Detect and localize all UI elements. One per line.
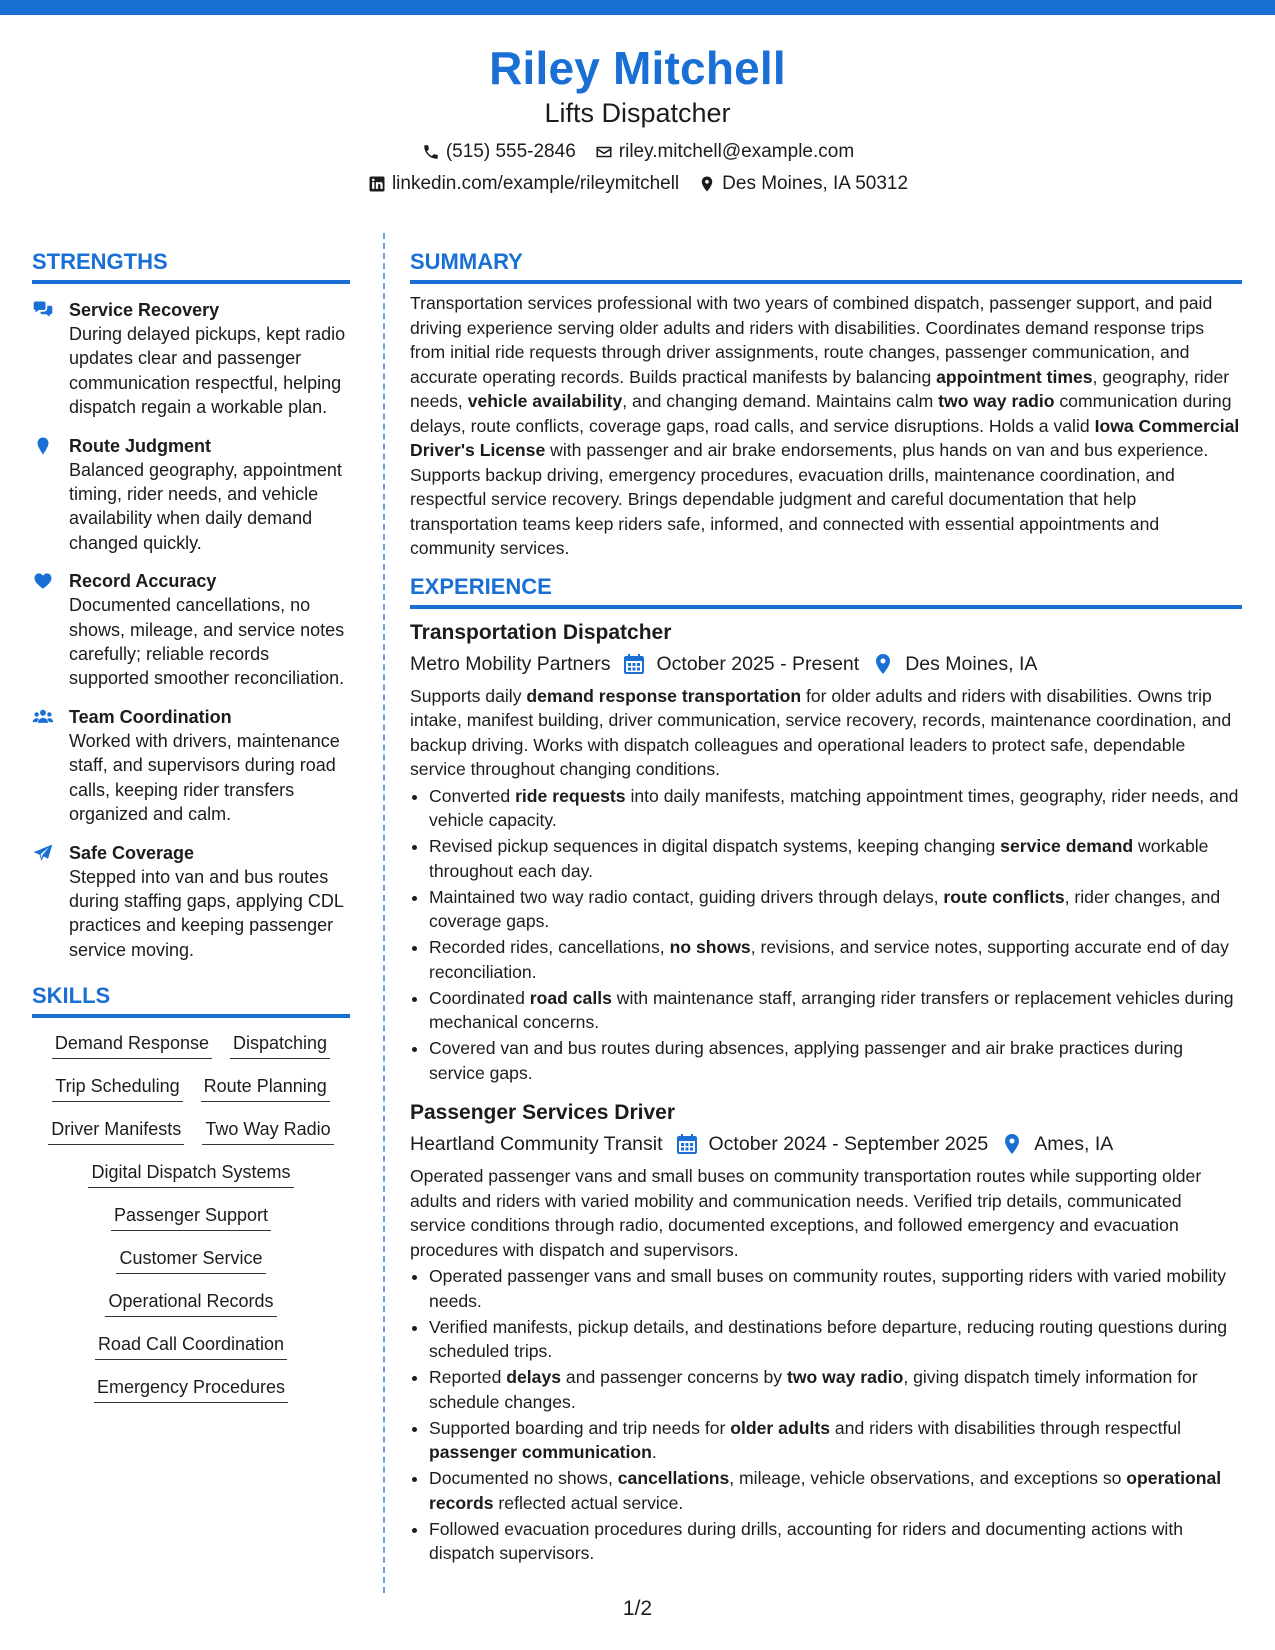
skill-tag: Demand Response	[52, 1030, 212, 1059]
candidate-title: Lifts Dispatcher	[544, 98, 731, 128]
job-description: Operated passenger vans and small buses on community transportation routes while supporting older adults and riders with varied mobility and communication needs. Verified trip details, communicated service conditions through radio, documented exceptions, and followed emergency and evacuation procedures with dispatch and supervisors.	[410, 1166, 1202, 1260]
location-text: Des Moines, IA 50312	[722, 173, 909, 194]
strength-desc: During delayed pickups, kept radio updates clear and passenger communication respectful, helping dispatch regain a workable plan.	[69, 324, 346, 418]
skill-tag-row	[32, 1331, 350, 1360]
skill-tag: Road Call Coordination	[95, 1331, 287, 1360]
email-text: riley.mitchell@example.com	[618, 141, 855, 162]
job-title: Transportation Dispatcher	[410, 620, 672, 644]
job-bullet: • Covered van and bus routes during absences, applying passenger and air brake practices during service gaps.	[429, 1036, 1242, 1085]
calendar-icon	[677, 1133, 699, 1155]
job-bullet: • Coordinated road calls with maintenance staff, arranging rider transfers or replacement vehicles during mechanical concerns.	[429, 986, 1242, 1035]
skill-tag: Operational Records	[105, 1288, 276, 1317]
map-pin-icon	[32, 434, 56, 556]
skills-list	[32, 1030, 350, 1403]
skill-tag-row	[32, 1202, 350, 1231]
skill-tag: Digital Dispatch Systems	[88, 1159, 293, 1188]
map-pin-icon	[1002, 1133, 1024, 1155]
envelope-icon	[594, 142, 614, 162]
resume-header	[0, 40, 1275, 196]
job-bullet: • Operated passenger vans and small buses on community routes, supporting riders with varied mobility needs.	[429, 1264, 1242, 1313]
job-bullet: • Converted ride requests into daily manifests, matching appointment times, geography, rider needs, and vehicle capacity.	[429, 784, 1242, 833]
summary-heading: SUMMARY	[410, 248, 1242, 284]
calendar-icon	[624, 653, 646, 675]
location-contact	[697, 172, 908, 196]
job-entry	[410, 619, 1242, 1086]
job-entry	[410, 1099, 1242, 1566]
phone-contact[interactable]	[421, 140, 576, 164]
skill-tag: Dispatching	[230, 1030, 330, 1059]
job-company: Metro Mobility Partners	[410, 652, 611, 675]
linkedin-contact[interactable]	[367, 172, 679, 196]
job-bullet: • Recorded rides, cancellations, no shows, revisions, and service notes, supporting accurate end of day reconciliation.	[429, 935, 1242, 984]
job-location: Des Moines, IA	[905, 652, 1038, 675]
linkedin-icon	[367, 174, 387, 194]
strengths-heading: STRENGTHS	[32, 248, 350, 284]
candidate-name: Riley Mitchell	[489, 42, 786, 94]
job-bullet: • Supported boarding and trip needs for older adults and riders with disabilities through respectful passenger communication.	[429, 1416, 1242, 1465]
strengths-list	[32, 298, 350, 962]
page-number: 1/2	[622, 1597, 653, 1620]
skill-tag: Driver Manifests	[48, 1116, 184, 1145]
job-bullet: • Verified manifests, pickup details, and destinations before departure, reducing routing questions during scheduled trips.	[429, 1315, 1242, 1364]
contact-row-2	[0, 172, 1275, 196]
right-column	[410, 248, 1242, 1567]
map-pin-icon	[697, 174, 717, 194]
job-bullet: • Documented no shows, cancellations, mileage, vehicle observations, and exceptions so operational records reflected actual service.	[429, 1466, 1242, 1515]
job-dates: October 2025 - Present	[656, 652, 860, 675]
experience-heading: EXPERIENCE	[410, 573, 1242, 609]
job-title: Passenger Services Driver	[410, 1101, 676, 1124]
job-meta	[410, 1130, 1242, 1158]
job-description: Supports daily demand response transportation for older adults and riders with disabilities. Owns trip intake, manifest building, driver communication, service recovery, records, maintenance coordination, and backup driving. Works with dispatch colleagues and operational leaders to protect safe, dependable service throughout changing conditions.	[410, 685, 1232, 779]
paper-plane-icon	[32, 841, 56, 963]
skill-tag-row	[32, 1374, 350, 1403]
job-bullet: • Reported delays and passenger concerns by two way radio, giving dispatch timely information for schedule changes.	[429, 1365, 1242, 1414]
contact-row-1	[0, 140, 1275, 164]
linkedin-text: linkedin.com/example/rileymitchell	[391, 173, 680, 194]
strength-desc: Documented cancellations, no shows, mileage, and service notes carefully; reliable records supported smoother reconciliation.	[69, 595, 345, 689]
skill-tag: Two Way Radio	[202, 1116, 333, 1145]
strength-title: Service Recovery	[69, 300, 220, 320]
job-bullets	[429, 1264, 1242, 1566]
job-company: Heartland Community Transit	[410, 1133, 663, 1155]
strength-title: Record Accuracy	[69, 571, 217, 592]
skill-tag-row	[32, 1288, 350, 1317]
top-accent-bar	[0, 0, 1275, 15]
chat-bubbles-icon	[32, 298, 56, 420]
email-contact[interactable]	[594, 140, 854, 164]
heart-icon	[32, 569, 56, 691]
job-bullets	[429, 784, 1242, 1086]
phone-icon	[421, 142, 441, 162]
skill-tag: Route Planning	[201, 1073, 330, 1102]
strength-desc: Worked with drivers, maintenance staff, and supervisors during road calls, keeping rider transfers organized and calm.	[69, 730, 340, 825]
strength-item	[32, 569, 350, 691]
job-meta	[410, 650, 1242, 678]
summary-text: Transportation services professional with two years of combined dispatch, passenger support, and paid driving experience serving older adults and riders with disabilities. Coordinates demand response trips from initial ride requests through driver assignments, route changes, passenger communication, and accurate operating records. Builds practical manifests by balancing appointment times, geography, rider needs, vehicle availability, and changing demand. Maintains calm two way radio communication during delays, route conflicts, coverage gaps, road calls, and service disruptions. Holds a valid Iowa Commercial Driver's License with passenger and air brake endorsements, plus hands on van and bus experience. Supports backup driving, emergency procedures, evacuation drills, maintenance coordination, and respectful service recovery. Brings dependable judgment and careful documentation that help transportation teams keep riders safe, informed, and connected with essential appointments and community services.	[410, 293, 1240, 558]
skill-tag-row	[32, 1245, 350, 1274]
strength-title: Safe Coverage	[69, 842, 195, 863]
strength-desc: Balanced geography, appointment timing, rider needs, and vehicle availability when daily demand changed quickly.	[69, 459, 342, 553]
skill-tag-row	[32, 1159, 350, 1188]
strength-item	[32, 705, 350, 827]
experience-section	[410, 573, 1242, 1566]
skills-heading: SKILLS	[32, 982, 350, 1018]
job-bullet: • Followed evacuation procedures during drills, accounting for riders and documenting actions with dispatch supervisors.	[429, 1517, 1242, 1566]
skill-tag: Emergency Procedures	[94, 1374, 288, 1403]
strength-item	[32, 434, 350, 556]
map-pin-icon	[873, 653, 895, 675]
skill-tag: Passenger Support	[111, 1202, 271, 1231]
skill-tag: Trip Scheduling	[52, 1073, 182, 1102]
job-bullet: • Revised pickup sequences in digital dispatch systems, keeping changing service demand workable throughout each day.	[429, 834, 1242, 883]
job-location: Ames, IA	[1034, 1133, 1114, 1155]
strength-desc: Stepped into van and bus routes during staffing gaps, applying CDL practices and keeping passenger service moving.	[69, 866, 344, 960]
job-dates: October 2024 - September 2025	[708, 1133, 989, 1155]
left-column	[32, 248, 350, 1403]
users-icon	[32, 705, 56, 827]
job-bullet: • Maintained two way radio contact, guiding drivers through delays, route conflicts, rider changes, and coverage gaps.	[429, 885, 1242, 934]
column-divider	[383, 233, 385, 1593]
skill-tag: Customer Service	[116, 1245, 265, 1274]
strength-title: Team Coordination	[69, 706, 232, 727]
skills-section	[32, 982, 350, 1403]
strength-item	[32, 841, 350, 963]
phone-text: (515) 555-2846	[445, 141, 576, 162]
strength-item	[32, 298, 350, 420]
strength-title: Route Judgment	[69, 435, 211, 456]
